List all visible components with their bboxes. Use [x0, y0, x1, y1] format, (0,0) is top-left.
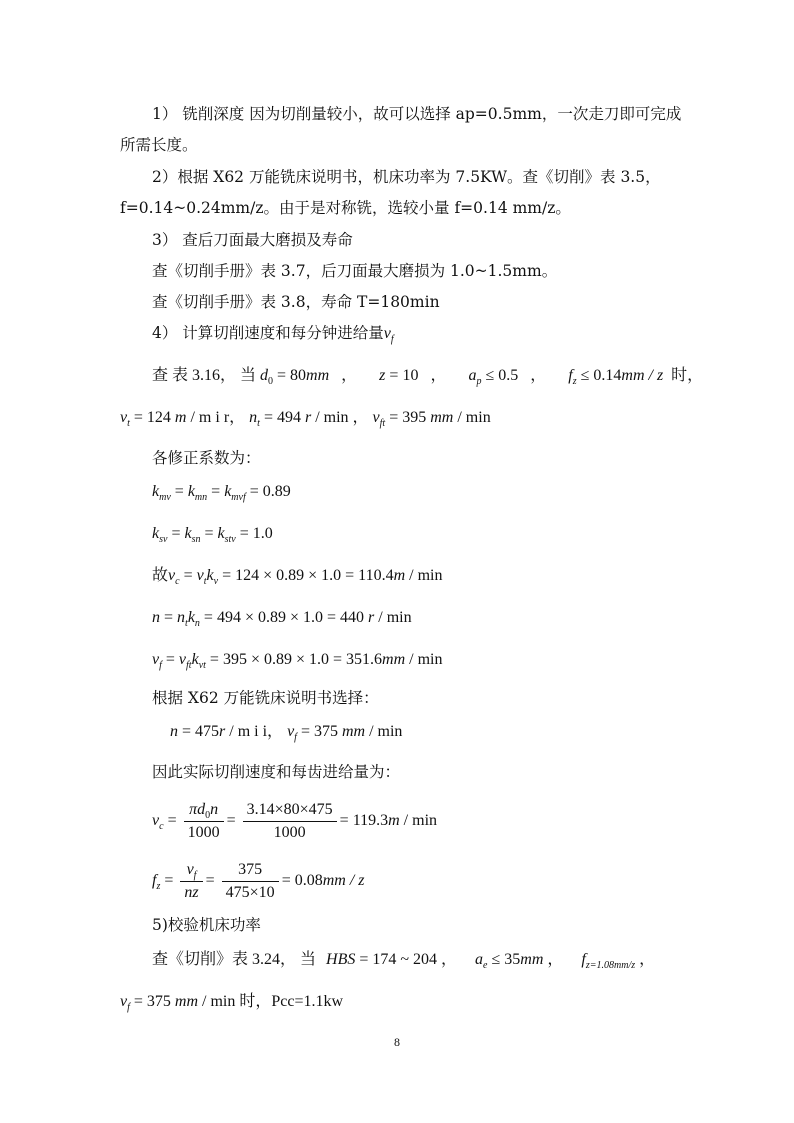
eq-fz-final: $f_z$ = $\frac{v_f}{nz}$ = $\frac{375}{475\times 10}$ = 0.08mm / z [152, 856, 365, 906]
fraction-vc-values: $\frac{3.14\times 80\times 475}{1000}$ [243, 799, 337, 844]
fraction-fz-formula: $\frac{v_f}{nz}$ [180, 859, 202, 904]
fraction-vc-formula: $\frac{\pi d_0n}{1000}$ [184, 799, 224, 844]
table-values-line: $v_t = 124$ m / m i r， $n_t = 494$ r / min ， $v_{ft} = 395$ mm / min [120, 409, 491, 429]
vf-symbol: $v_f$ [383, 325, 394, 345]
eq-k-s: $k_{sv} = k_{sn} = k_{stv} = 1.0$ [152, 525, 273, 545]
selected-values: n = 475r / m i i， $v_f = 375$ mm / min [170, 723, 403, 743]
life-line: 查《切削手册》表 3.8，寿命 T=180min [152, 293, 440, 311]
para-1-line-1: 1） 铣削深度 因为切削量较小，故可以选择 ap=0.5mm，一次走刀即可完成 [152, 105, 682, 123]
wear-line: 查《切削手册》表 3.7，后刀面最大磨损为 1.0~1.5mm。 [152, 262, 558, 280]
correction-heading: 各修正系数为： [152, 449, 261, 467]
step-4-heading [152, 323, 394, 344]
page-number: 8 [394, 1035, 400, 1049]
eq-vf: $v_f = v_{ft}k_{vt} = 395 \times 0.89 \times 1.0 = 351.6mm / \min$ [152, 651, 443, 671]
table-316-line: 查 表 3.16， 当 $d_0 = 80mm$ ， z = 10 ， $a_p \le 0.5$ ， $f_z \le 0.14mm / z$ 时， [152, 367, 704, 387]
eq-vc-final: $v_c$ = $\frac{\pi d_0n}{1000}$ = $\frac{3.14\times 80\times 475}{1000}$ = 119.3m / min [152, 796, 437, 846]
select-heading: 根据 X62 万能铣床说明书选择： [152, 689, 379, 707]
actual-heading: 因此实际切削速度和每齿进给量为： [152, 763, 401, 781]
step-3-heading: 3） 查后刀面最大磨损及寿命 [152, 231, 353, 249]
eq-n: $n = n_tk_n = 494 \times 0.89 \times 1.0 = 440$ r / min [152, 609, 412, 629]
step-4-text: 4） 计算切削速度和每分钟进给量 [152, 324, 384, 342]
eq-k-m: $k_{mv} = k_{mn} = k_{mvf} = 0.89$ [152, 483, 291, 503]
para-2-line-1: 2）根据 X62 万能铣床说明书，机床功率为 7.5KW。查《切削》表 3.5， [152, 168, 661, 186]
fraction-fz-values: $\frac{375}{475\times 10}$ [222, 859, 279, 904]
eq-vc: 故$v_c = v_tk_v = 124 \times 0.89 \times 1.0 = 110.4m / \min$ [152, 567, 443, 587]
step-5-heading: 5)校验机床功率 [152, 916, 261, 934]
para-2-line-2: f=0.14~0.24mm/z。由于是对称铣，选较小量 f=0.14 mm/z。 [120, 199, 571, 217]
para-1-line-2: 所需长度。 [120, 136, 198, 154]
power-line: $v_f = 375$ mm / min 时，Pcc=1.1kw [120, 993, 344, 1013]
table-324-line: 查《切削》表 3.24， 当 HBS = 174 ~ 204 ， $a_e \le 35mm$ ， $f_{z=1.08mm/z}$ ， [152, 951, 656, 971]
